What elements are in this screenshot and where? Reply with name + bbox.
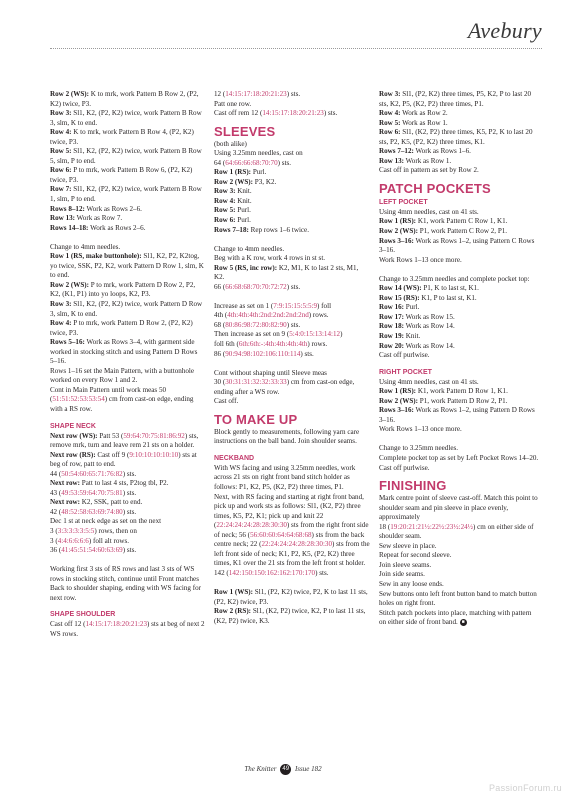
stitch-count: 68 (80:86:98:72:80:82:90) sts. — [214, 320, 301, 329]
instruction-text: Block gently to measurements, following yarn care instructions on the ball band. Join shoulder seams. — [214, 427, 360, 446]
instruction-row: Row 4: P to mrk, work Pattern D Row 2, (P2, K2) twice, P3. — [50, 319, 193, 337]
instruction-text: With WS facing and using 3.25mm needles, work across 21 sts on right front band stitch holder as follows: P1, K2, P5, (K2, P2) three times, P1. — [214, 463, 356, 491]
instruction-text: Cast off purlwise. — [379, 351, 430, 360]
section-heading-shape-shoulder: SHAPE SHOULDER — [50, 611, 116, 619]
instruction-text: Stitch patch pockets into place, matching with pattern on either side of front band. ■ — [379, 608, 532, 627]
instruction-text: Cast off 12 (14:15:17:18:20:21:23) sts at beg of next 2 WS rows. — [50, 620, 205, 638]
stitch-count: 42 (48:52:58:63:69:74:80) sts. — [50, 507, 137, 516]
instruction-row: Row 3: Sl1, K2, (P2, K2) twice, work Pattern B Row 3, slm, K to end. — [50, 109, 202, 127]
instruction-row: Row 1 (RS): K1, work Pattern D Row 1, K1. — [379, 387, 508, 396]
stitch-count: 86 (90:94:98:102:106:110:114) sts. — [214, 349, 314, 358]
instruction-row: Row 18: Work as Row 14. — [379, 322, 455, 331]
instruction-row: Rows 8–12: Work as Rows 2–6. — [50, 204, 142, 213]
instruction-text: 30 (30:31:31:32:32:33:33) cm from cast-on edge, ending after a WS row. — [214, 378, 355, 396]
instruction-row: Row 13: Work as Row 7. — [50, 214, 123, 223]
section-heading-patch-pockets: PATCH POCKETS — [379, 180, 491, 196]
stitch-count: 64 (64:66:66:68:70:70) sts. — [214, 158, 292, 167]
instruction-row: Rows 3–16: Work as Rows 1–2, using Pattern C Rows 3–16. — [379, 236, 535, 255]
instruction-row: Row 13: Work as Row 1. — [379, 156, 452, 165]
instruction-row: Row 2 (WS): P1, work Pattern D Row 2, P1. — [379, 396, 508, 405]
instruction-text: Join side seams. — [379, 570, 425, 579]
section-heading-left-pocket: LEFT POCKET — [379, 198, 428, 206]
column-2 — [214, 90, 370, 626]
instruction-row: Row 2 (WS): P to mrk, work Pattern D Row 2, P2, K2, (K1, P1) into yo loops, K2, P3. — [50, 280, 196, 299]
watermark: PassionForum.ru — [488, 783, 562, 793]
instruction-text: 3 (4:4:6:6:6:6) foll alt rows. — [50, 536, 130, 545]
instruction-text: Sew in any loose ends. — [379, 579, 444, 588]
instruction-row: Row 6: Purl. — [214, 216, 251, 225]
stitch-count: 12 (14:15:17:18:20:21:23) sts. — [214, 90, 301, 98]
instruction-text: Using 4mm needles, cast on 41 sts. — [379, 377, 479, 386]
instruction-text: Working first 3 sts of RS rows and last 3 sts of WS rows in stocking stitch, continue until Front matches Back to shoulder shaping, ending with WS facing for next row. — [50, 565, 201, 602]
instruction-text: Work Rows 1–13 once more. — [379, 255, 462, 264]
instruction-row: Row 3: Knit. — [214, 187, 252, 196]
instruction-text: Then increase as set on 9 (5:4:0:15:13:14:12) — [214, 330, 343, 339]
instruction-text: Cast off in pattern as set by Row 2. — [379, 166, 479, 175]
instruction-row: Row 5: Purl. — [214, 206, 251, 215]
instruction-row: Next row (RS): Cast off 9 (9:10:10:10:10:10) sts at beg of row, patt to end. — [50, 450, 197, 469]
instruction-row: Rows 7–18: Rep rows 1–6 twice. — [214, 225, 309, 234]
instruction-text: 3 (3:3:3:3:3:5:5) rows, then on — [50, 527, 137, 536]
instruction-text: Cont in Main Pattern until work meas 50 (51:51:52:53:53:54) cm from cast-on edge, ending with a RS row. — [50, 385, 194, 413]
instruction-row: Row 1 (WS): Sl1, (P2, K2) twice, P2, K to last 11 sts, (P2, K2) twice, P3. — [214, 587, 368, 606]
instruction-text: Cont without shaping until Sleeve meas — [214, 368, 327, 377]
instruction-row: Row 4: Work as Row 2. — [379, 109, 448, 118]
instruction-text: 4th (4th:4th:4th:2nd:2nd:2nd:2nd) rows. — [214, 311, 329, 320]
footer-magazine: The Knitter — [244, 765, 277, 774]
instruction-text: Sew buttons onto left front button band to match button holes on right front. — [379, 589, 537, 608]
instruction-row: Rows 3–16: Work as Rows 1–2, using Pattern D Rows 3–16. — [379, 406, 535, 424]
instruction-text: Join sleeve seams. — [379, 560, 432, 569]
end-of-article-icon: ■ — [461, 620, 465, 626]
instruction-row: Row 5: Work as Row 1. — [379, 118, 448, 127]
instruction-text: Next, with RS facing and starting at right front band, pick up and work sts as follows: Sl1, (K2, P2) three times, K5, P2, K1; pick up and knit 22 (22:24:24:24:28:28:30:30) sts from the right front side of neck; 56 (56:60:60:64:64:68:68) sts from the back centre neck; 22 (22:24:24:24:28:28:30:30) sts from the left front side of neck; K1, P2, K5, (P2, K2) three times, K1 over the 21 sts from the left front st holder. — [214, 492, 370, 568]
instruction-text: Change to 4mm needles. — [50, 242, 121, 251]
instruction-row: Row 15 (RS): K1, P to last st, K1. — [379, 293, 477, 302]
page-header-title: Avebury — [467, 18, 542, 43]
instruction-row: Next row (WS): Patt 53 (59:64:70:75:81:86:92) sts, remove mrk, turn and leave rem 21 sts on a holder. — [50, 431, 199, 450]
instruction-row: Row 1 (RS): K1, work Pattern C Row 1, K1. — [379, 217, 508, 226]
instruction-text: Mark centre point of sleeve cast-off. Match this point to shoulder seam and pin sleeve in place evenly, approximately — [379, 494, 538, 522]
header-rule — [50, 48, 542, 49]
instruction-row: Row 2 (RS): Sl1, (K2, P2) twice, K2, P to last 11 sts, (K2, P2) twice, K3. — [214, 607, 366, 625]
instruction-text: Change to 3.25mm needles. — [379, 444, 459, 453]
instruction-row: Row 3: Sl1, K2, (P2, K2) twice, work Pattern D Row 3, slm, K to end. — [50, 299, 203, 318]
instruction-text: Change to 4mm needles. — [214, 244, 285, 253]
instruction-row: Row 3: Sl1, (P2, K2) three times, P5, K2, P to last 20 sts, K2, P5, (K2, P2) three times, P1. — [379, 90, 532, 108]
section-heading-to-make-up: TO MAKE UP — [214, 411, 298, 427]
stitch-count: 142 (142:150:150:162:162:170:170) sts. — [214, 568, 329, 577]
instruction-row: Row 7: Sl1, K2, (P2, K2) twice, work Pattern B Row 1, slm, P to end. — [50, 185, 202, 204]
instruction-row: Row 2 (WS): P3, K2. — [214, 177, 277, 186]
section-heading-finishing: FINISHING — [379, 478, 447, 494]
instruction-text: Patt one row. — [214, 99, 252, 108]
instruction-text: Dec 1 st at neck edge as set on the next — [50, 517, 162, 526]
instruction-row: Row 5 (RS, inc row): K2, M1, K to last 2 sts, M1, K2. — [214, 263, 359, 282]
instruction-text: Cast off rem 12 (14:15:17:18:20:21:23) sts. — [214, 109, 338, 118]
stitch-count: 43 (49:53:59:64:70:75:81) sts. — [50, 488, 137, 497]
instruction-row: Next row: Patt to last 4 sts, P2tog tbl, P2. — [50, 479, 169, 488]
instruction-row: Rows 5–16: Work as Rows 3–4, with garment side worked in stocking stitch and using Pattern D Rows 5–16. — [50, 338, 198, 366]
instruction-text: Cast off purlwise. — [379, 463, 430, 472]
section-heading-sleeves: SLEEVES — [214, 123, 276, 139]
instruction-row: Next row: K2, SSK, patt to end. — [50, 498, 143, 507]
instruction-text: 18 (19:20:21:21½:22½:23½:24½) cm on either side of shoulder seam. — [379, 522, 534, 541]
instruction-text: Sew sleeve in place. — [379, 541, 437, 550]
instruction-row: Row 2 (WS): P1, work Pattern C Row 2, P1. — [379, 227, 508, 236]
instruction-row: Row 1 (RS): Purl. — [214, 168, 267, 177]
section-heading-right-pocket: RIGHT POCKET — [379, 368, 432, 376]
column-3 — [379, 90, 539, 628]
stitch-count: 66 (66:68:68:70:70:72:72) sts. — [214, 282, 301, 291]
instruction-text: Using 3.25mm needles, cast on — [214, 149, 303, 158]
instruction-text: Work Rows 1–13 once more. — [379, 425, 462, 434]
instruction-text: Complete pocket top as set by Left Pocket Rows 14–20. — [379, 453, 539, 462]
instruction-row: Rows 14–18: Work as Rows 2–6. — [50, 223, 146, 232]
instruction-text: Rows 1–16 set the Main Pattern, with a buttonhole worked on every Row 1 and 2. — [50, 366, 195, 385]
instruction-text: Increase as set on 1 (7:9:15:15:5:5:9) foll — [214, 301, 332, 310]
section-heading-shape-neck: SHAPE NECK — [50, 422, 96, 430]
stitch-count: 44 (50:54:60:65:71:76:82) sts. — [50, 469, 137, 478]
instruction-row: Row 17: Work as Row 15. — [379, 312, 455, 321]
instruction-text: Repeat for second sleeve. — [379, 551, 452, 560]
instruction-row: Row 4: K to mrk, work Pattern B Row 4, (P2, K2) twice, P3. — [50, 128, 194, 146]
instruction-row: Row 6: P to mrk, work Pattern B Row 6, (P2, K2) twice, P3. — [50, 166, 193, 184]
footer-issue: Issue 182 — [294, 765, 322, 774]
instruction-row: Row 5: Sl1, K2, (P2, K2) twice, work Pattern B Row 5, slm, P to end. — [50, 147, 202, 165]
page-footer — [0, 764, 566, 775]
instruction-text: Beg with a K row, work 4 rows in st st. — [214, 254, 326, 263]
column-1 — [50, 90, 205, 639]
instruction-row: Row 4: Knit. — [214, 196, 252, 205]
instruction-text: foll 6th (6th:6th:-:4th:4th:4th:4th) rows. — [214, 340, 328, 349]
instruction-text: Cast off. — [214, 397, 239, 406]
instruction-text: Using 4mm needles, cast on 41 sts. — [379, 207, 479, 216]
page-number: 49 — [280, 764, 291, 775]
instruction-row: Row 14 (WS): P1, K to last st, K1. — [379, 284, 479, 293]
instruction-row: Row 16: Purl. — [379, 303, 420, 312]
stitch-count: 36 (41:45:51:54:60:63:69) sts. — [50, 546, 137, 555]
section-heading-neckband: NECKBAND — [214, 454, 255, 462]
instruction-row: Row 20: Work as Row 14. — [379, 341, 455, 350]
instruction-row: Row 2 (WS): K to mrk, work Pattern B Row 2, (P2, K2) twice, P3. — [50, 90, 199, 108]
instruction-row: Row 19: Knit. — [379, 331, 421, 340]
instruction-text: Change to 3.25mm needles and complete pocket top: — [379, 274, 530, 283]
instruction-row: Rows 7–12: Work as Rows 1–6. — [379, 147, 471, 156]
instruction-text: (both alike) — [214, 139, 247, 148]
instruction-row: Row 6: Sl1, (K2, P2) three times, K5, P2, K to last 20 sts, P2, K5, (P2, K2) three times, K1. — [379, 128, 533, 146]
instruction-row: Row 1 (RS, make buttonhole): Sl1, K2, P2, K2tog, yo twice, SSK, P2, K2, work Pattern D Row 1, slm, K to end. — [50, 252, 204, 280]
